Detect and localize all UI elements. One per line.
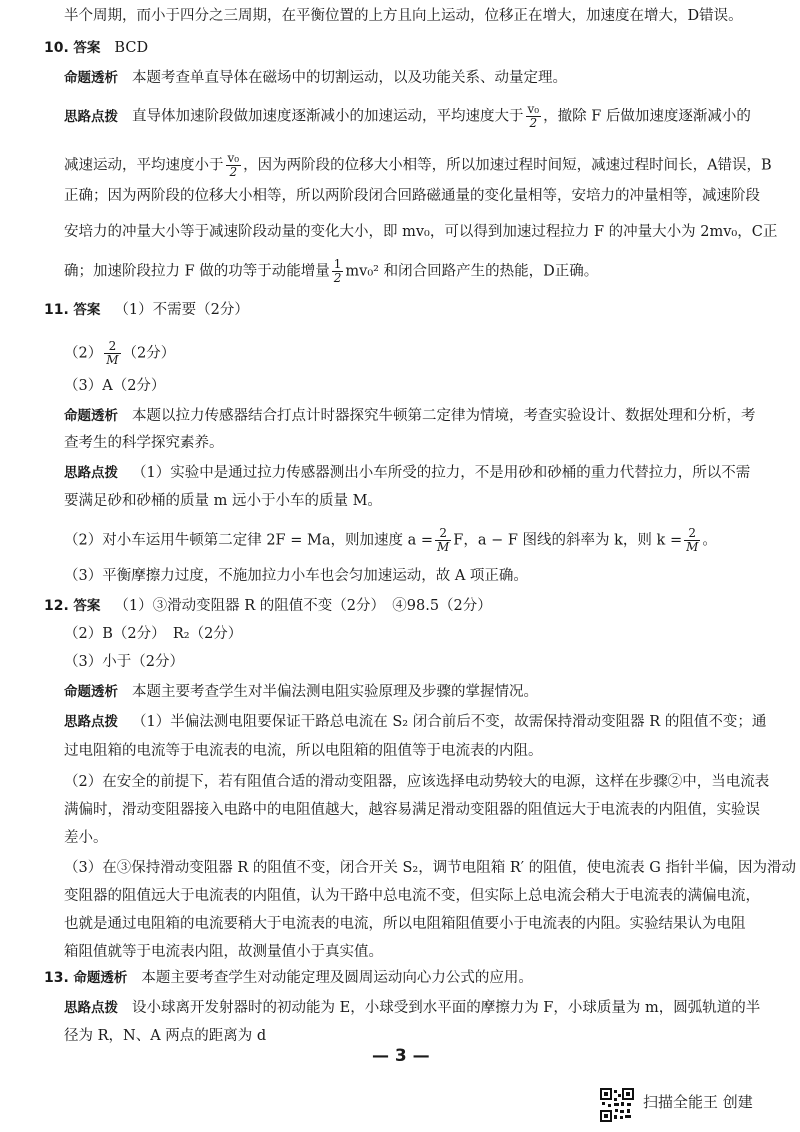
q11-solution-line: 要满足砂和砂桶的质量 m 远小于小车的质量 M。 — [64, 493, 382, 509]
q10-answer: 10. 答案 BCD — [44, 40, 149, 56]
q10-solution-line: 确；加速阶段拉力 F 做的功等于动能增量 $\frac{1}{2}$ mv₀² 和闭合回路产生的热能，D正确。 — [64, 257, 599, 285]
q13-analysis: 13. 命题透析 本题主要考查学生对动能定理及圆周运动向心力公式的应用。 — [44, 970, 533, 986]
q12-analysis: 命题透析 本题主要考查学生对半偏法测电阻实验原理及步骤的掌握情况。 — [64, 684, 538, 700]
q12-solution-line: 变阻器的阻值远大于电流表的内阻值，认为干路中总电流不变，但实际上总电流会稍大于电流表的满偏电流， — [64, 888, 760, 904]
q13-solution: 思路点拨 设小球离开发射器时的初动能为 E，小球受到水平面的摩擦力为 F，小球质量为 m，圆弧轨道的半 — [64, 1000, 761, 1016]
q10-solution-line: 减速运动，平均速度小于 $\frac{\text{v₀}}{2}$ ，因为两阶段的位移大小相等，所以加速过程时间短，减速过程时间长，A错误，B — [64, 151, 772, 179]
q11-solution-line: （2）对小车运用牛顿第二定律 2F = Ma，则加速度 a = $\frac{2}{M}$ F，a − F 图线的斜率为 k，则 k = $\frac{2}{M}$ 。 — [64, 526, 717, 554]
q12-solution-line: （3）在③保持滑动变阻器 R 的阻值不变，闭合开关 S₂，调节电阻箱 R′ 的阻值，使电流表 G 指针半偏，因为滑动 — [64, 860, 796, 876]
q12-solution-line: 箱阻值就等于电流表内阻，故测量值小于真实值。 — [64, 944, 383, 960]
q11-solution-line: （3）平衡摩擦力过度，不施加拉力小车也会匀加速运动，故 A 项正确。 — [64, 568, 528, 584]
q12-answer: 12. 答案 （1）③滑动变阻器 R 的阻值不变（2分） ④98.5（2分） — [44, 598, 492, 614]
q10-analysis: 命题透析 本题考查单直导体在磁场中的切割运动，以及功能关系、动量定理。 — [64, 70, 567, 86]
q12-solution-line: 过电阻箱的电流等于电流表的电流，所以电阻箱的阻值等于电流表的内阻。 — [64, 743, 543, 759]
text-line: 半个周期，而小于四分之三周期，在平衡位置的上方且向上运动，位移正在增大，加速度在增大，D错误。 — [64, 8, 743, 24]
q11-answer-line: （3）A（2分） — [64, 378, 166, 394]
qr-code-icon — [600, 1088, 634, 1122]
q10-solution-line: 思路点拨 直导体加速阶段做加速度逐渐减小的加速运动，平均速度大于 $\frac{\text{v₀}}{2}$ ，撤除 F 后做加速度逐渐减小的 — [64, 102, 751, 130]
q10-solution-line: 安培力的冲量大小等于减速阶段动量的变化大小，即 mv₀，可以得到加速过程拉力 F 的冲量大小为 2mv₀，C正 — [64, 224, 778, 240]
q12-solution-line: 差小。 — [64, 830, 108, 846]
q12-solution-line: 也就是通过电阻箱的电流要稍大于电流表的电流，所以电阻箱阻值要小于电流表的内阻。实验结果认为电阻 — [64, 916, 746, 932]
q12-solution: 思路点拨 （1）半偏法测电阻要保证干路总电流在 S₂ 闭合前后不变，故需保持滑动变阻器 R 的阻值不变；通 — [64, 714, 767, 730]
q12-solution-line: 满偏时，滑动变阻器接入电路中的电阻值越大，越容易满足滑动变阻器的阻值远大于电流表的内阻值，实验误 — [64, 802, 760, 818]
q12-solution-line: （2）在安全的前提下，若有阻值合适的滑动变阻器，应该选择电动势较大的电源，这样在步骤②中，当电流表 — [64, 774, 770, 790]
page-number: — 3 — — [372, 1046, 430, 1066]
q11-solution: 思路点拨 （1）实验中是通过拉力传感器测出小车所受的拉力，不是用砂和砂桶的重力代替拉力，所以不需 — [64, 465, 751, 481]
q11-analysis-line: 查考生的科学探究素养。 — [64, 435, 224, 451]
q11-answer-line: （2） $\frac{2}{M}$ （2分） — [64, 339, 176, 367]
q11-answer: 11. 答案 （1）不需要（2分） — [44, 302, 249, 318]
q10-solution-line: 正确；因为两阶段的位移大小相等，所以两阶段闭合回路磁通量的变化量相等，安培力的冲量相等，减速阶段 — [64, 188, 760, 204]
q12-answer-line: （2）B（2分） R₂（2分） — [64, 626, 243, 642]
q12-answer-line: （3）小于（2分） — [64, 654, 184, 670]
q11-analysis: 命题透析 本题以拉力传感器结合打点计时器探究牛顿第二定律为情境，考查实验设计、数据处理和分析，考 — [64, 408, 756, 424]
q13-solution-line: 径为 R，N、A 两点的距离为 d — [64, 1028, 267, 1044]
scanner-watermark: 扫描全能王 创建 — [643, 1093, 753, 1111]
